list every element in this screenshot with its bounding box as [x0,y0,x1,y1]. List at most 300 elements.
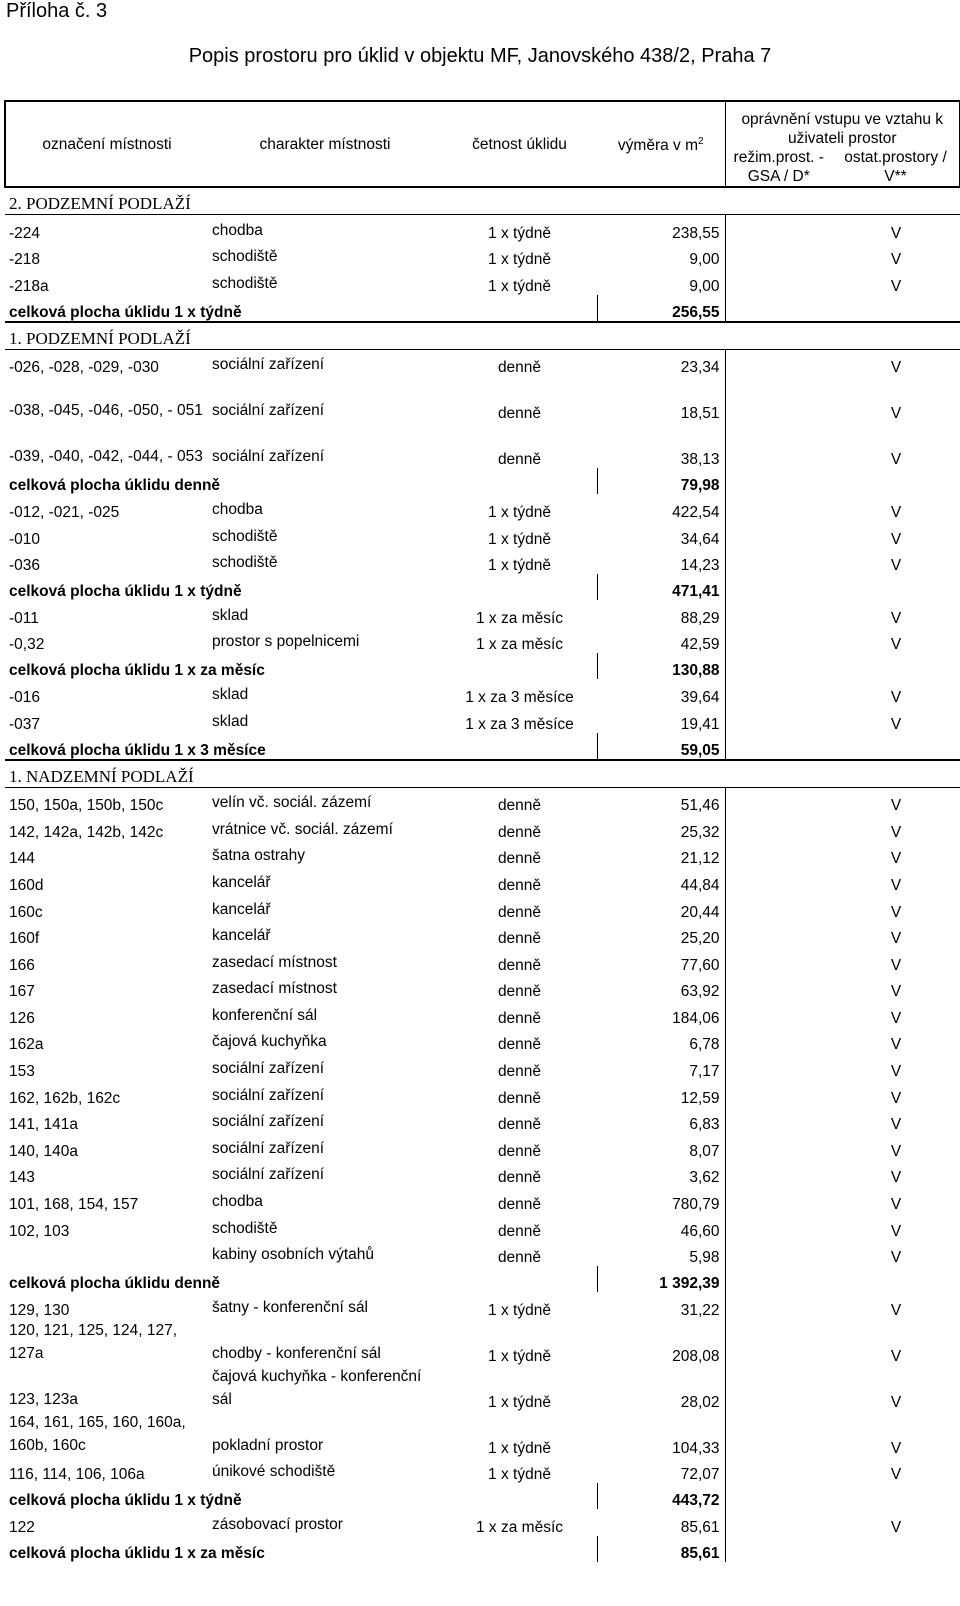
total-empty [832,574,960,600]
table-row [5,1457,960,1484]
room-area: 9,00 [597,242,725,269]
room-type: šatna ostrahy [212,847,306,865]
access-other: V [890,876,902,894]
access-gsa [725,1365,832,1411]
section-heading: 1. PODZEMNÍ PODLAŽÍ [5,322,960,350]
room-id: 164, 161, 165, 160, 160a, 160b, 160c [9,1413,186,1454]
room-id: 123, 123a [9,1390,78,1408]
table-row [5,1411,960,1457]
total-area: 471,41 [597,574,725,600]
total-empty [832,468,960,494]
table-row [5,376,960,422]
room-id: -0,32 [9,636,45,654]
access-gsa [725,494,832,521]
total-row [5,733,960,760]
room-type: schodiště [212,274,278,292]
access-other: V [890,359,902,377]
room-area: 104,33 [597,1411,725,1457]
header-type: charakter místnosti [208,101,442,187]
room-id: 160c [9,903,43,921]
room-area: 238,55 [597,215,725,242]
access-other: V [890,405,902,423]
room-type: sociální zařízení [212,1060,324,1078]
total-empty [832,295,960,322]
room-id: -026, -028, -029, -030 [9,359,159,377]
access-gsa [725,349,832,376]
table-row [5,1186,960,1213]
room-id: 141, 141a [9,1116,78,1134]
room-type: schodiště [212,1219,278,1237]
room-area: 6,83 [597,1107,725,1134]
access-gsa [725,947,832,974]
access-gsa [725,627,832,654]
access-other: V [890,1169,902,1187]
room-id: 143 [9,1169,35,1187]
total-empty [832,653,960,679]
table-row [5,706,960,733]
cleaning-frequency: denně [497,903,542,921]
access-other: V [890,930,902,948]
table-row [5,1160,960,1187]
room-type: kancelář [212,927,271,945]
cleaning-frequency: denně [497,359,542,377]
section-row [5,187,960,215]
room-id: 122 [9,1519,35,1536]
table-row [5,494,960,521]
table-row [5,1000,960,1027]
table-row [5,242,960,269]
total-empty [725,1266,832,1292]
access-gsa [725,841,832,868]
access-other: V [890,1116,902,1134]
table-row [5,268,960,295]
total-empty [725,1483,832,1509]
access-other: V [890,850,902,868]
access-other: V [890,956,902,974]
access-gsa [725,867,832,894]
table-row [5,1365,960,1411]
room-id: 142, 142a, 142b, 142c [9,823,164,841]
room-id: 160d [9,876,44,894]
cleaning-frequency: denně [497,1142,542,1160]
room-area: 8,07 [597,1133,725,1160]
access-gsa [725,215,832,242]
cleaning-frequency: 1 x za měsíc [476,1519,563,1536]
access-other: V [890,1142,902,1160]
access-gsa [725,1107,832,1134]
access-gsa [725,1509,832,1536]
cleaning-frequency: denně [497,1009,542,1027]
room-area: 19,41 [597,706,725,733]
table-row [5,841,960,868]
room-type: zasedací místnost [212,953,337,971]
total-label: celková plocha úklidu denně [9,477,221,495]
total-label: celková plocha úklidu 1 x týdně [9,303,242,321]
room-id: 162a [9,1036,44,1054]
access-gsa [725,974,832,1001]
access-other: V [890,609,902,627]
total-row [5,1266,960,1292]
room-type: chodba [212,221,263,239]
access-gsa [725,1411,832,1457]
access-gsa [725,814,832,841]
room-type: únikové schodiště [212,1463,336,1481]
total-area: 85,61 [597,1536,725,1562]
cleaning-frequency: 1 x týdně [488,1466,551,1484]
total-label: celková plocha úklidu 1 x týdně [9,583,242,601]
room-id: -010 [9,530,41,548]
cleaning-frequency: 1 x za 3 měsíce [465,688,574,706]
table-row [5,947,960,974]
access-gsa [725,376,832,422]
total-label: celková plocha úklidu 1 x týdně [9,1492,242,1510]
room-area: 7,17 [597,1053,725,1080]
access-gsa [725,1080,832,1107]
section-row [5,322,960,350]
room-type: kancelář [212,900,271,918]
room-area: 184,06 [597,1000,725,1027]
total-row [5,574,960,600]
room-type: sociální zařízení [212,402,324,420]
room-type: prostor s popelnicemi [212,633,360,651]
access-gsa [725,521,832,548]
room-type: chodba [212,500,263,518]
room-area: 28,02 [597,1365,725,1411]
header-gsa: režim.prost. - GSA / D* [733,149,824,185]
access-gsa [725,706,832,733]
total-area: 256,55 [597,295,725,322]
room-area: 25,32 [597,814,725,841]
room-id: -218 [9,251,41,269]
access-gsa [725,268,832,295]
room-area: 31,22 [597,1292,725,1319]
access-other: V [890,277,902,295]
total-label: celková plocha úklidu 1 x za měsíc [9,662,265,680]
access-gsa [725,921,832,948]
access-gsa [725,600,832,627]
room-id: -039, -040, -042, -044, - 053 [9,448,203,466]
access-gsa [725,1292,832,1319]
total-empty [725,653,832,679]
table-row [5,548,960,575]
access-other: V [890,1347,902,1365]
table-row [5,1027,960,1054]
room-id: 167 [9,983,35,1001]
access-other: V [890,224,902,242]
room-type: sklad [212,606,249,624]
section-row [5,760,960,788]
room-area: 780,79 [597,1186,725,1213]
section-heading: 2. PODZEMNÍ PODLAŽÍ [5,187,960,215]
room-area: 88,29 [597,600,725,627]
room-type: šatny - konferenční sál [212,1298,368,1316]
room-area: 6,78 [597,1027,725,1054]
room-id: -224 [9,224,41,242]
table-row [5,600,960,627]
room-type: zásobovací prostor [212,1516,343,1533]
table-row [5,422,960,468]
cleaning-frequency: denně [497,1249,542,1267]
table-row [5,894,960,921]
table-row [5,521,960,548]
access-other: V [890,503,902,521]
header-room: označení místnosti [5,101,208,187]
cleaning-frequency: denně [497,1116,542,1134]
cleaning-frequency: denně [497,850,542,868]
table-row [5,1107,960,1134]
room-type: zasedací místnost [212,980,337,998]
total-empty [725,574,832,600]
total-empty [725,295,832,322]
room-type: schodiště [212,527,278,545]
room-area: 12,59 [597,1080,725,1107]
access-other: V [890,1466,902,1484]
access-gsa [725,242,832,269]
table-row [5,1053,960,1080]
room-area: 46,60 [597,1213,725,1240]
document-title: Popis prostoru pro úklid v objektu MF, Janovského 438/2, Praha 7 [188,45,772,67]
cleaning-frequency: 1 x týdně [488,277,551,295]
access-other: V [890,1439,902,1457]
access-other: V [890,823,902,841]
cleaning-frequency: denně [497,930,542,948]
room-id: -036 [9,557,41,575]
cleaning-frequency: 1 x týdně [488,1439,551,1457]
access-other: V [890,1249,902,1267]
access-other: V [890,1196,902,1214]
total-label: celková plocha úklidu 1 x za měsíc [9,1545,265,1562]
cleaning-frequency: 1 x týdně [488,224,551,242]
access-other: V [890,1089,902,1107]
access-gsa [725,1160,832,1187]
room-area: 72,07 [597,1457,725,1484]
room-id: 150, 150a, 150b, 150c [9,797,164,815]
total-area: 1 392,39 [597,1266,725,1292]
cleaning-frequency: denně [497,405,542,423]
table-row [5,1133,960,1160]
cleaning-frequency: 1 x týdně [488,557,551,575]
access-gsa [725,1319,832,1365]
cleaning-frequency: 1 x týdně [488,530,551,548]
cleaning-frequency: 1 x týdně [488,251,551,269]
access-other: V [890,1393,902,1411]
header-row [5,101,960,148]
room-id: -037 [9,715,41,733]
room-area: 5,98 [597,1240,725,1267]
room-id: 116, 114, 106, 106a [9,1466,145,1484]
room-type: čajová kuchyňka - konferenční sál [212,1367,422,1408]
header-access: oprávnění vstupu ve vztahu k uživateli prostor [725,101,960,148]
room-area: 34,64 [597,521,725,548]
room-area: 44,84 [597,867,725,894]
room-type: konferenční sál [212,1006,318,1024]
access-other: V [890,451,902,469]
access-other: V [890,797,902,815]
cleaning-frequency: 1 x za měsíc [476,609,563,627]
table-row [5,814,960,841]
access-gsa [725,1000,832,1027]
section-heading: 1. NADZEMNÍ PODLAŽÍ [5,760,960,788]
table-row [5,867,960,894]
room-id: 166 [9,956,35,974]
total-label: celková plocha úklidu 1 x 3 měsíce [9,741,266,759]
room-id: 140, 140a [9,1142,78,1160]
room-id: 120, 121, 125, 124, 127, 127a [9,1321,178,1362]
cleaning-frequency: 1 x týdně [488,1301,551,1319]
room-id: 160f [9,930,40,948]
room-id: 102, 103 [9,1222,70,1240]
table-row [5,1080,960,1107]
total-empty [832,733,960,760]
room-area: 39,64 [597,679,725,706]
room-id: -038, -045, -046, -050, - 051 [9,402,203,420]
room-area: 21,12 [597,841,725,868]
access-gsa [725,1213,832,1240]
table-row [5,679,960,706]
cleaning-frequency: denně [497,1089,542,1107]
room-type: sociální zařízení [212,356,324,374]
cleaning-frequency: denně [497,1063,542,1081]
room-type: chodba [212,1193,263,1211]
room-area: 208,08 [597,1319,725,1365]
access-other: V [890,983,902,1001]
room-id [5,1240,208,1267]
total-area: 79,98 [597,468,725,494]
header-area-sup: 2 [698,136,704,148]
table-row [5,1319,960,1365]
room-type: kabiny osobních výtahů [212,1246,374,1264]
total-area: 443,72 [597,1483,725,1509]
room-type: sociální zařízení [212,1139,324,1157]
room-type: sklad [212,685,249,703]
header-frequency: četnost úklidu [442,101,597,187]
table-row [5,627,960,654]
room-id: 126 [9,1009,35,1027]
room-area: 42,59 [597,627,725,654]
total-empty [725,468,832,494]
room-type: chodby - konferenční sál [212,1344,381,1362]
access-gsa [725,1053,832,1080]
table-row [5,921,960,948]
access-other: V [890,903,902,921]
cleaning-frequency: denně [497,876,542,894]
room-type: sociální zařízení [212,448,324,466]
total-row [5,1483,960,1509]
header-other: ostat.prostory / V** [832,148,960,187]
access-other: V [890,1063,902,1081]
cleaning-frequency: denně [497,1169,542,1187]
access-gsa [725,894,832,921]
total-empty [832,1266,960,1292]
room-type: čajová kuchyňka [212,1033,327,1051]
total-row [5,295,960,322]
room-area: 20,44 [597,894,725,921]
cleaning-frequency: denně [497,451,542,469]
cleaning-frequency: 1 x za měsíc [476,636,563,654]
access-gsa [725,422,832,468]
access-other: V [890,1009,902,1027]
room-id: -012, -021, -025 [9,503,120,521]
room-id: -016 [9,688,41,706]
access-other: V [890,557,902,575]
room-area: 3,62 [597,1160,725,1187]
access-gsa [725,1133,832,1160]
room-area: 85,61 [597,1509,725,1536]
access-gsa [725,1027,832,1054]
cleaning-table [4,100,960,1562]
table-row [5,1509,960,1536]
access-gsa [725,787,832,814]
room-area: 14,23 [597,548,725,575]
room-area: 18,51 [597,376,725,422]
room-id: -218a [9,277,49,295]
total-row [5,468,960,494]
room-area: 51,46 [597,787,725,814]
access-other: V [890,251,902,269]
access-gsa [725,1186,832,1213]
access-gsa [725,1240,832,1267]
total-empty [832,1536,960,1562]
room-type: velín vč. sociál. zázemí [212,794,372,812]
room-id: 144 [9,850,35,868]
room-area: 38,13 [597,422,725,468]
total-empty [725,1536,832,1562]
room-area: 422,54 [597,494,725,521]
access-other: V [890,636,902,654]
cleaning-frequency: denně [497,823,542,841]
table-row [5,215,960,242]
total-row [5,1536,960,1562]
total-empty [832,1483,960,1509]
room-area: 25,20 [597,921,725,948]
table-row [5,349,960,376]
room-area: 23,34 [597,349,725,376]
room-type: vrátnice vč. sociál. zázemí [212,820,393,838]
room-id: 162, 162b, 162c [9,1089,121,1107]
cleaning-frequency: denně [497,956,542,974]
table-row [5,1213,960,1240]
room-type: sklad [212,712,249,730]
access-other: V [890,530,902,548]
access-gsa [725,679,832,706]
access-other: V [890,688,902,706]
table-row [5,1292,960,1319]
cleaning-frequency: 1 x za 3 měsíce [465,715,574,733]
room-type: pokladní prostor [212,1436,324,1454]
cleaning-frequency: denně [497,983,542,1001]
cleaning-frequency: denně [497,1196,542,1214]
access-other: V [890,1222,902,1240]
total-empty [725,733,832,760]
cleaning-frequency: denně [497,1036,542,1054]
room-type: schodiště [212,554,278,572]
access-gsa [725,548,832,575]
room-area: 77,60 [597,947,725,974]
cleaning-frequency: denně [497,1222,542,1240]
cleaning-frequency: denně [497,797,542,815]
access-other: V [890,1519,902,1536]
room-id: -011 [9,609,39,627]
room-type: sociální zařízení [212,1113,324,1131]
cleaning-frequency: 1 x týdně [488,1393,551,1411]
header-area-label: výměra v m [617,137,699,155]
room-id: 129, 130 [9,1301,70,1319]
total-area: 130,88 [597,653,725,679]
room-type: sociální zařízení [212,1086,324,1104]
room-type: kancelář [212,873,271,891]
room-type: sociální zařízení [212,1166,324,1184]
access-other: V [890,1036,902,1054]
